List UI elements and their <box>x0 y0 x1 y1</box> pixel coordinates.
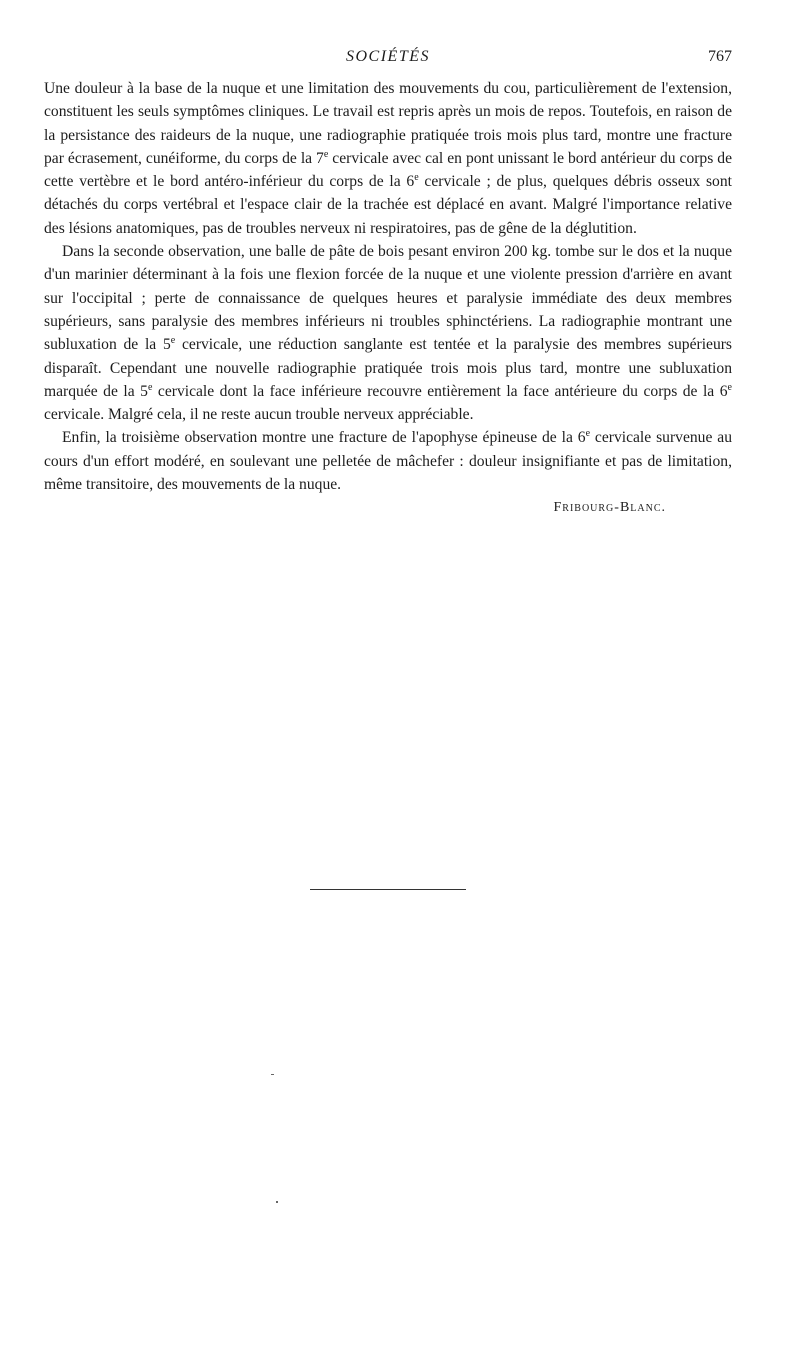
superscript: e <box>727 381 732 393</box>
text-run: cervicale survenue au cours d'un effort modéré, en soulevant une pelletée de mâchefer : douleur insignifiante et pas de limitation, même transitoire, des mouvements de la nuque. <box>44 429 732 494</box>
superscript: e <box>323 148 329 160</box>
text-run: cervicale dont la face inférieure recouvre entièrement la face antérieure du corps de la 6 <box>152 382 728 400</box>
section-divider <box>310 889 466 890</box>
author-signature: Fribourg-Blanc. <box>553 500 666 516</box>
superscript: e <box>585 428 591 440</box>
header-title: SOCIÉTÉS <box>346 48 430 65</box>
paragraph-third-observation <box>44 426 732 496</box>
text-run: cervicale ; de plus, quelques débris osseux sont détachés du corps vertébral et l'espace clair de la trachée est déplacé en avant. Malgré l'importance relative des lésions anatomiques, pas de troubles nerveux ni respiratoires, pas de gêne de la déglutition. <box>44 173 732 237</box>
text-run: Enfin, la troisième observation montre une fracture de l'apophyse épineuse de la 6 <box>62 429 586 447</box>
scan-speck <box>271 1074 274 1075</box>
text-run: Une douleur à la base de la nuque et une limitation des mouvements du cou, particulièrement de l'extension, constituent les seuls symptômes cliniques. Le travail est repris après un mois de repos. Toutefois, en raison de la persistance des raideurs de la nuque, une radiographie pratiquée trois mois plus tard, montre une fracture par écrasement, cunéiforme, du corps de la 7 <box>44 80 732 167</box>
superscript: e <box>147 381 153 393</box>
paragraph-first-observation <box>44 77 732 240</box>
text-run: cervicale. Malgré cela, il ne reste aucun trouble nerveux appréciable. <box>44 406 474 424</box>
paragraph-second-observation <box>44 240 732 426</box>
running-head <box>44 48 732 72</box>
superscript: e <box>414 172 419 183</box>
article-body <box>44 77 732 520</box>
page-number: 767 <box>708 48 732 65</box>
text-run: cervicale, une réduction sanglante est tentée et la paralysie des membres supérieurs disparaît. Cependant une nouvelle radiographie pratiquée trois mois plus tard, montre une subluxation marquée de la 5 <box>44 336 733 400</box>
text-run: cervicale avec cal en pont unissant le bord antérieur du corps de cette vertèbre et le bord antéro-inférieur du corps de la 6 <box>44 149 732 191</box>
text-run: Dans la seconde observation, une balle de pâte de bois pesant environ 200 kg. tombe sur le dos et la nuque d'un marinier déterminant à la fois une flexion forcée de la nuque et une violente pression d'arrière en avant sur l'occipital ; perte de connaissance de quelques heures et paralysie immédiate des deux membres supérieurs, sans paralysie des membres inférieurs ni troubles sphinctériens. La radiographie montrant une subluxation de la 5 <box>44 243 732 354</box>
superscript: e <box>170 335 176 347</box>
scan-speck <box>276 1201 278 1203</box>
